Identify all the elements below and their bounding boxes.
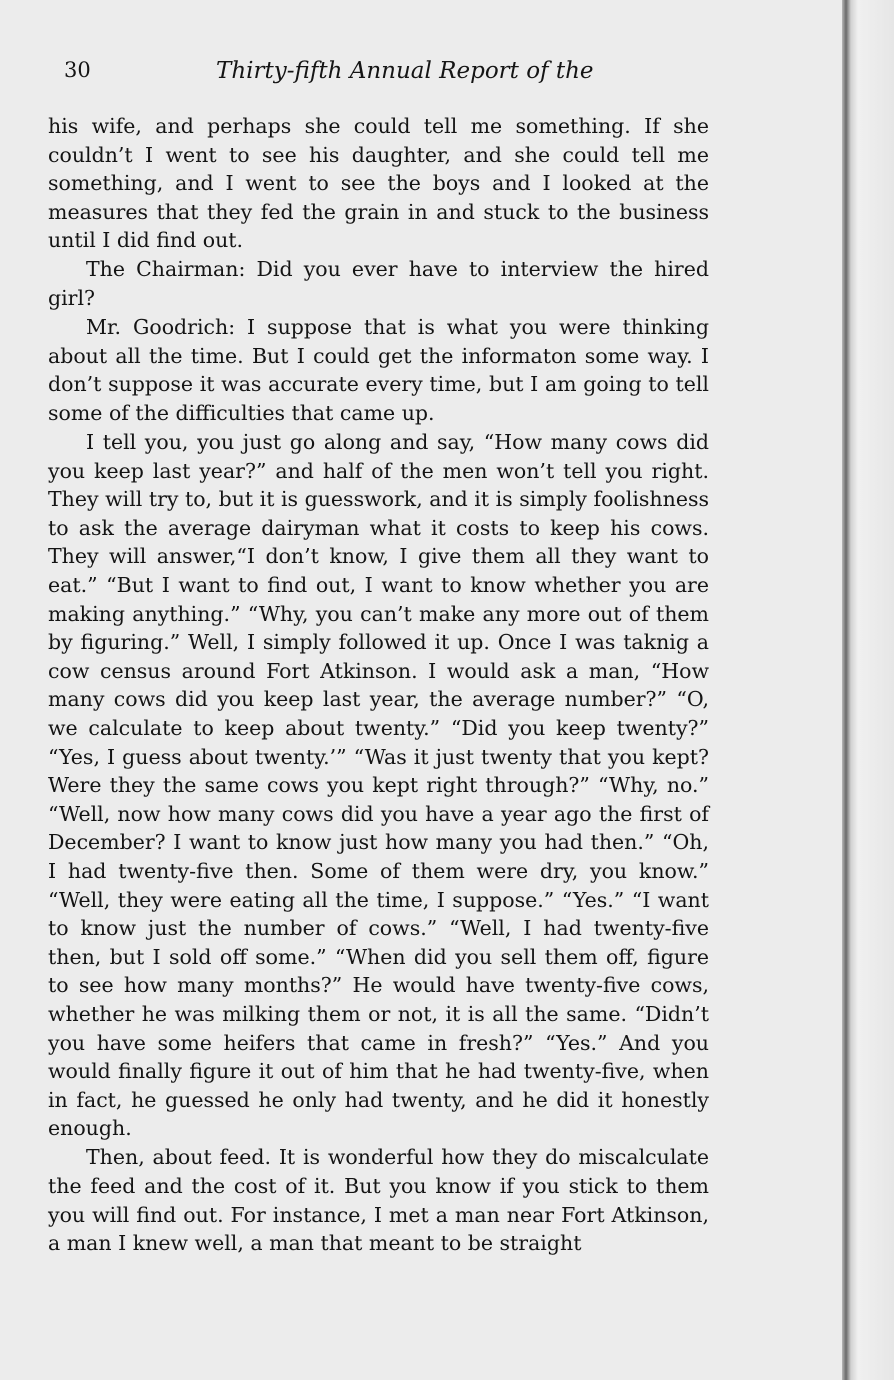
paragraph-cow-census: I tell you, you just go along and say, “How many cows did you keep last year?” and half of the men won’t tell you right. They will try to, but it is guesswork, and it is simply foolishness to ask the average dairyman what it costs to keep his cows. They will answer,“I don’t know, I give them all they want to eat.” “But I want to find out, I want to know whether you are making anything.” “Why, you can’t make any more out of them by figuring.” Well, I simply followed it up. Once I was taknig a cow census around Fort Atkinson. I would ask a man, “How many cows did you keep last year, the average number?” “O, we calculate to keep about twenty.” “Did you keep twenty?” “Yes, I guess about twenty.’” “Was it just twenty that you kept? Were they the same cows you kept right through?” “Why, no.” “Well, now how many cows did you have a year ago the first of December? I want to know just how many you had then.” “Oh, I had twenty-five then. Some of them were dry, you know.” “Well, they were eating all the time, I suppose.” “Yes.” “I want to know just the number of cows.” “Well, I had twenty-five then, but I sold off some.” “When did you sell them off, figure to see how many months?” He would have twenty-five cows, whether he was milking them or not, it is all the same. “Didn’t you have some heifers that came in fresh?” “Yes.” And you would finally figure it out of him that he had twenty-five, when in fact, he guessed he only had twenty, and he did it honestly enough. [48, 430, 709, 1141]
page-header [64, 54, 704, 94]
book-gutter [842, 0, 894, 1380]
paragraph-feed: Then, about feed. It is wonderful how they do miscalculate the feed and the cost of it. But you know if you stick to them you will find out. For instance, I met a man near Fort Atkinson, a man I knew well, a man that meant to be straight [48, 1145, 709, 1256]
body-text [48, 112, 709, 1258]
paragraph-continuation: his wife, and perhaps she could tell me something. If she couldn’t I went to see his daughter, and she could tell me something, and I went to see the boys and I looked at the measures that they fed the grain in and stuck to the business until I did find out. [48, 114, 709, 253]
page-number: 30 [64, 58, 91, 82]
running-head: Thirty-fifth Annual Report of the [216, 58, 594, 84]
paragraph-goodrich-reply: Mr. Goodrich: I suppose that is what you were thinking about all the time. But I could get the informaton some way. I don’t suppose it was accurate every time, but I am going to tell some of the difficulties that came up. [48, 315, 709, 425]
paragraph-chairman-question: The Chairman: Did you ever have to interview the hired girl? [48, 257, 709, 311]
